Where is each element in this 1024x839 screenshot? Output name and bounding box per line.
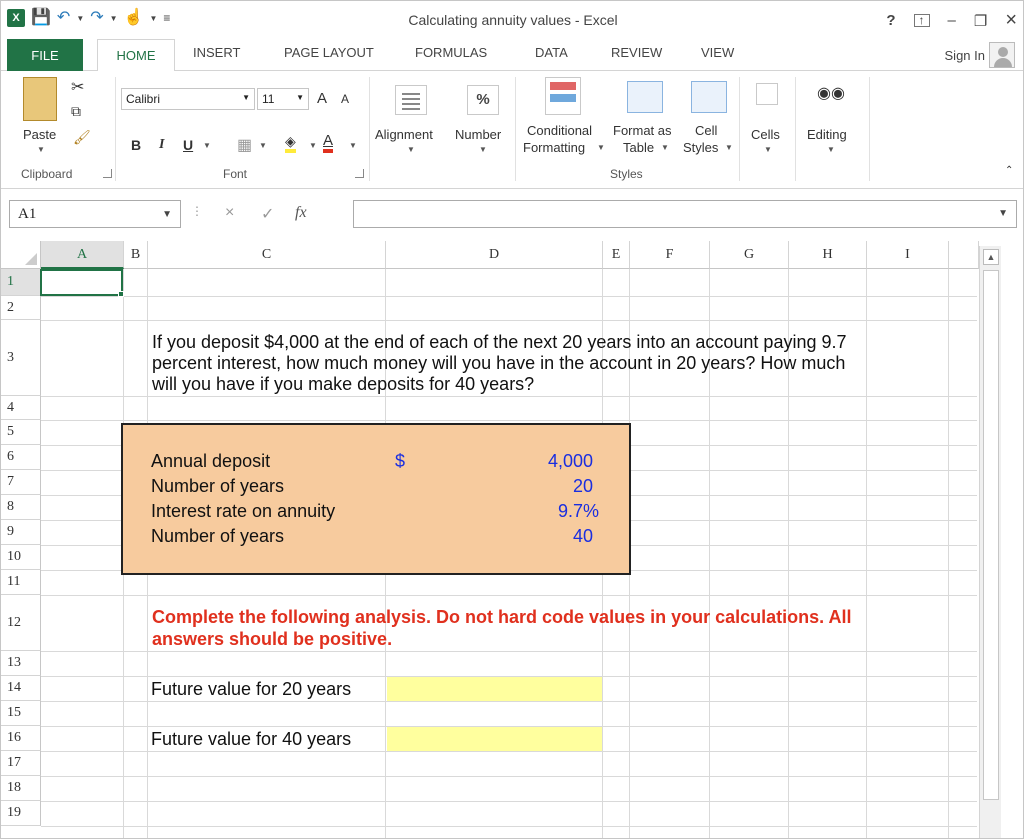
- window-title: Calculating annuity values - Excel: [408, 12, 618, 28]
- redo-dropdown-icon[interactable]: ▼: [109, 13, 118, 23]
- input-label-annual-deposit: Annual deposit: [151, 451, 271, 471]
- column-header-i[interactable]: I: [867, 241, 949, 269]
- group-separator: [739, 77, 740, 181]
- editing-button[interactable]: Editing: [807, 127, 847, 142]
- undo-dropdown-icon[interactable]: ▼: [76, 13, 85, 23]
- input-label-interest-rate: Interest rate on annuity: [151, 501, 336, 521]
- fv-40-answer-cell[interactable]: [387, 727, 602, 751]
- font-name-value: Calibri: [126, 92, 161, 106]
- tab-home[interactable]: HOME: [97, 39, 175, 72]
- row-header-12[interactable]: 12: [1, 595, 41, 651]
- conditional-formatting-dropdown-icon[interactable]: ▼: [597, 143, 605, 152]
- underline-button[interactable]: U: [183, 137, 194, 153]
- alignment-button[interactable]: Alignment: [375, 127, 433, 142]
- gridline: [41, 651, 977, 652]
- tab-formulas[interactable]: FORMULAS: [415, 45, 488, 60]
- row-header-2[interactable]: 2: [1, 296, 41, 320]
- alignment-dropdown-icon[interactable]: ▼: [407, 145, 415, 154]
- ribbon-display-icon[interactable]: ↑: [914, 14, 930, 27]
- fill-color-icon[interactable]: ◈: [285, 133, 296, 153]
- cells-dropdown-icon[interactable]: ▼: [764, 145, 772, 154]
- conditional-formatting-label-2[interactable]: Formatting: [523, 140, 586, 155]
- format-as-table-label-2[interactable]: Table: [623, 140, 655, 155]
- row-header-5[interactable]: 5: [1, 420, 41, 445]
- font-launcher-icon[interactable]: [355, 169, 364, 178]
- borders-dropdown-icon[interactable]: ▼: [259, 141, 267, 150]
- alignment-lines: [402, 93, 420, 95]
- scroll-up-icon[interactable]: ▲: [983, 249, 999, 265]
- undo-icon[interactable]: ↶: [56, 9, 71, 26]
- row-header-11[interactable]: 11: [1, 570, 41, 595]
- font-size-value: 11: [262, 92, 275, 106]
- instruction-line-1: Complete the following analysis. Do not hard code values in your calculations. All: [152, 607, 852, 627]
- row-header-18[interactable]: 18: [1, 776, 41, 801]
- name-box-dropdown-icon[interactable]: ▼: [162, 209, 172, 220]
- enter-icon[interactable]: ✓: [261, 206, 275, 223]
- window-controls: [886, 9, 1017, 32]
- input-value-years-20[interactable]: 20: [572, 476, 593, 496]
- insert-function-icon[interactable]: fx: [295, 204, 307, 221]
- italic-button[interactable]: I: [159, 137, 165, 152]
- row-header-3[interactable]: 3: [1, 320, 41, 396]
- number-dropdown-icon[interactable]: ▼: [479, 145, 487, 154]
- number-button[interactable]: Number: [455, 127, 502, 142]
- gridline: [41, 296, 977, 297]
- group-separator: [869, 77, 870, 181]
- cells-icon[interactable]: [756, 83, 778, 105]
- title-bar: [1, 1, 1024, 39]
- excel-logo-icon: X: [7, 9, 25, 27]
- column-header-extra: [949, 241, 979, 269]
- tab-review[interactable]: REVIEW: [611, 45, 663, 60]
- column-header-e[interactable]: E: [603, 241, 630, 269]
- group-separator: [115, 77, 116, 181]
- cell-styles-label-2[interactable]: Styles: [683, 140, 719, 155]
- instruction-line-2: answers should be positive.: [152, 629, 393, 649]
- cf-bar-red: [550, 82, 576, 90]
- fv-40-label: Future value for 40 years: [151, 729, 352, 749]
- restore-icon[interactable]: ❐: [973, 12, 988, 30]
- touch-dropdown-icon[interactable]: ▼: [149, 13, 158, 23]
- select-all-corner[interactable]: [1, 241, 41, 269]
- input-label-years-40: Number of years: [151, 526, 285, 546]
- cf-bar-blue: [550, 94, 576, 102]
- row-header-14[interactable]: 14: [1, 676, 41, 701]
- alignment-icon[interactable]: [395, 85, 427, 115]
- sign-in[interactable]: [945, 42, 1015, 68]
- row-header-16[interactable]: 16: [1, 726, 41, 751]
- editing-dropdown-icon[interactable]: ▼: [827, 145, 835, 154]
- column-header-a[interactable]: A: [41, 241, 124, 269]
- column-header-g[interactable]: G: [710, 241, 789, 269]
- gridline: [41, 320, 977, 321]
- column-header-b[interactable]: B: [124, 241, 148, 269]
- column-header-f[interactable]: F: [630, 241, 710, 269]
- grow-font-icon[interactable]: A: [317, 90, 328, 107]
- name-box[interactable]: [9, 200, 181, 228]
- row-header-19[interactable]: 19: [1, 801, 41, 826]
- input-label-years-20: Number of years: [151, 476, 285, 496]
- conditional-formatting-icon[interactable]: [545, 77, 581, 115]
- format-as-table-label-1[interactable]: Format as: [613, 123, 672, 138]
- help-icon[interactable]: ?: [886, 12, 896, 29]
- group-separator: [369, 77, 370, 181]
- row-header-13[interactable]: 13: [1, 651, 41, 676]
- paste-icon[interactable]: [23, 77, 57, 121]
- cell-styles-icon[interactable]: [691, 81, 727, 113]
- font-group-label: Font: [223, 167, 248, 181]
- input-currency-symbol: $: [395, 451, 406, 471]
- tab-page-layout[interactable]: PAGE LAYOUT: [284, 45, 374, 60]
- underline-dropdown-icon[interactable]: ▼: [203, 141, 211, 150]
- active-cell-a1[interactable]: [40, 269, 123, 296]
- input-box: [121, 423, 631, 575]
- formula-buttons: [191, 200, 351, 228]
- customize-qat-icon[interactable]: ≡: [163, 11, 171, 25]
- gridline: [41, 396, 977, 397]
- avatar[interactable]: [989, 42, 1015, 68]
- font-size-box[interactable]: [257, 88, 309, 110]
- row-header-9[interactable]: 9: [1, 520, 41, 545]
- question-line-2: percent interest, how much money will you have in the account in 20 years? How much: [152, 353, 846, 373]
- gridline: [41, 420, 977, 421]
- scrollbar-thumb[interactable]: [983, 270, 999, 800]
- styles-group-label: Styles: [610, 167, 643, 181]
- row-header-7[interactable]: 7: [1, 470, 41, 495]
- row-header-10[interactable]: 10: [1, 545, 41, 570]
- gridline: [948, 269, 949, 839]
- name-box-value: A1: [18, 206, 37, 222]
- column-header-c[interactable]: C: [148, 241, 386, 269]
- collapse-ribbon-icon[interactable]: ⌃: [1005, 165, 1014, 176]
- clipboard-launcher-icon[interactable]: [103, 169, 112, 178]
- row-header-8[interactable]: 8: [1, 495, 41, 520]
- gridline: [41, 776, 977, 777]
- row-header-6[interactable]: 6: [1, 445, 41, 470]
- input-value-interest-rate[interactable]: 9.7%: [557, 501, 599, 521]
- cells-button[interactable]: Cells: [751, 127, 780, 142]
- clipboard-group-label: Clipboard: [21, 167, 73, 181]
- font-color-dropdown-icon[interactable]: ▼: [349, 141, 357, 150]
- tab-insert[interactable]: INSERT: [193, 45, 241, 60]
- input-value-annual-deposit[interactable]: 4,000: [547, 451, 593, 471]
- bold-button[interactable]: B: [131, 137, 142, 153]
- cell-styles-label-1[interactable]: Cell: [695, 123, 718, 138]
- gridline: [41, 826, 977, 827]
- expand-formula-icon[interactable]: ▼: [998, 208, 1008, 219]
- fill-handle[interactable]: [118, 291, 124, 297]
- save-icon[interactable]: 💾: [31, 9, 51, 26]
- borders-icon[interactable]: ▦: [237, 137, 253, 154]
- question-line-1: If you deposit $4,000 at the end of each of the next 20 years into an account paying 9.7: [152, 332, 847, 352]
- gridline: [41, 595, 977, 596]
- paste-button[interactable]: Paste: [23, 127, 57, 142]
- gridline: [41, 701, 977, 702]
- ribbon-tabs: [1, 39, 1024, 71]
- question-line-3: will you have if you make deposits for 40 years?: [152, 374, 535, 394]
- close-icon[interactable]: ×: [1005, 9, 1017, 31]
- sign-in-label[interactable]: Sign In: [944, 47, 985, 63]
- fv-20-answer-cell[interactable]: [387, 677, 602, 701]
- number-format-icon[interactable]: %: [467, 85, 499, 115]
- cancel-icon[interactable]: ×: [225, 204, 235, 221]
- group-separator: [515, 77, 516, 181]
- find-binoculars-icon[interactable]: ◉◉: [817, 85, 845, 102]
- vertical-scrollbar[interactable]: [979, 246, 1001, 839]
- gridline: [866, 269, 867, 839]
- fill-color-dropdown-icon[interactable]: ▼: [309, 141, 317, 150]
- group-separator: [795, 77, 796, 181]
- column-header-d[interactable]: D: [386, 241, 603, 269]
- cell-styles-dropdown-icon[interactable]: ▼: [725, 143, 733, 152]
- row-header-1[interactable]: 1: [1, 269, 41, 296]
- format-as-table-icon[interactable]: [627, 81, 663, 113]
- font-name-dropdown-icon[interactable]: ▼: [242, 93, 250, 102]
- redo-icon[interactable]: ↷: [90, 9, 104, 26]
- more-options-icon: ⋮: [191, 204, 203, 218]
- fv-20-label: Future value for 20 years: [151, 679, 352, 699]
- paste-dropdown-icon[interactable]: ▼: [37, 145, 45, 154]
- row-header-17[interactable]: 17: [1, 751, 41, 776]
- touch-mode-icon[interactable]: ☝: [123, 9, 144, 26]
- font-name-box[interactable]: [121, 88, 255, 110]
- tab-data[interactable]: DATA: [535, 45, 568, 60]
- shrink-font-icon[interactable]: A: [341, 92, 350, 106]
- font-size-dropdown-icon[interactable]: ▼: [296, 93, 304, 102]
- conditional-formatting-label-1[interactable]: Conditional: [527, 123, 593, 138]
- ribbon: [1, 71, 1024, 189]
- font-color-icon[interactable]: A: [323, 133, 333, 153]
- input-value-years-40[interactable]: 40: [572, 526, 593, 546]
- cut-icon[interactable]: ✂: [71, 79, 85, 96]
- format-painter-icon[interactable]: 🖌: [73, 129, 91, 145]
- minimize-icon[interactable]: –: [947, 12, 956, 29]
- tab-file[interactable]: FILE: [7, 39, 83, 71]
- row-header-4[interactable]: 4: [1, 396, 41, 420]
- formula-bar: [1, 194, 1024, 234]
- copy-icon[interactable]: ⧉: [71, 103, 81, 119]
- formula-input[interactable]: [353, 200, 1017, 228]
- column-header-h[interactable]: H: [789, 241, 867, 269]
- row-header-15[interactable]: 15: [1, 701, 41, 726]
- format-as-table-dropdown-icon[interactable]: ▼: [661, 143, 669, 152]
- gridline: [41, 801, 977, 802]
- tab-view[interactable]: VIEW: [701, 45, 735, 60]
- gridline: [41, 751, 977, 752]
